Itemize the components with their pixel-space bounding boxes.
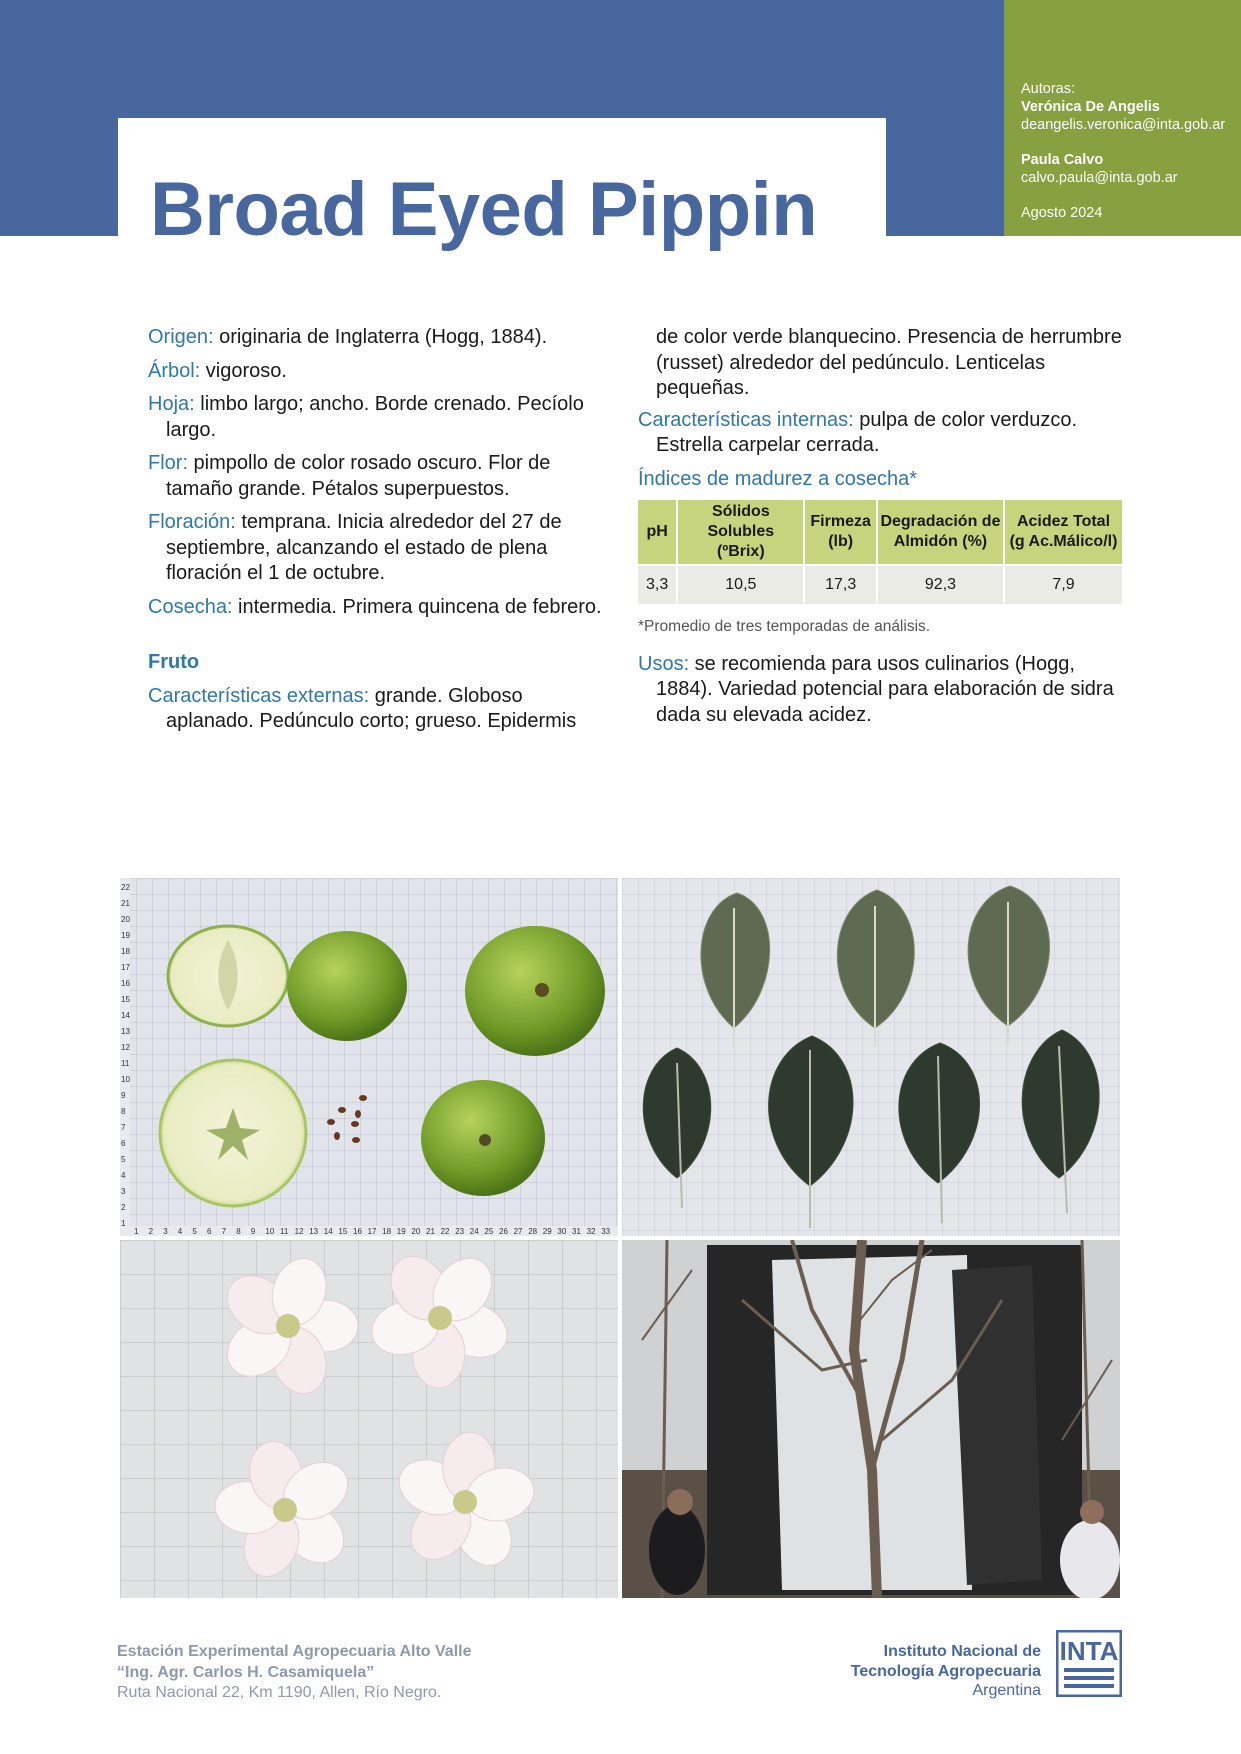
- logo-text: INTA: [1059, 1636, 1119, 1666]
- ruler-tick-label: 3: [163, 1227, 168, 1236]
- th-degradacion: Degradación de Almidón (%): [878, 500, 1003, 564]
- flor-text: pimpollo de color rosado oscuro. Flor de tamaño grande. Pétalos superpuestos.: [166, 452, 551, 500]
- ruler-tick-label: 18: [382, 1227, 392, 1236]
- ruler-tick-label: 31: [572, 1227, 581, 1236]
- origen-label: Origen:: [148, 326, 214, 348]
- ext-entry: [148, 684, 608, 735]
- ruler-tick-label: 15: [338, 1227, 348, 1236]
- ruler-tick-label: 6: [207, 1227, 212, 1236]
- right-column: [638, 325, 1128, 736]
- fruto-heading: Fruto: [148, 651, 200, 673]
- td-solidos: 10,5: [678, 564, 803, 604]
- ruler-tick-label: 20: [121, 915, 130, 924]
- ruler-tick-label: 9: [250, 1227, 256, 1236]
- hoja-label: Hoja:: [148, 393, 195, 415]
- tree-photo-image: [622, 1240, 1120, 1598]
- table-row: [638, 564, 1122, 604]
- ruler-tick-label: 26: [499, 1227, 508, 1236]
- ruler-tick-label: 18: [121, 947, 130, 956]
- ruler-tick-label: 21: [121, 899, 130, 908]
- ruler-tick-label: 22: [121, 883, 130, 892]
- td-degradacion: 92,3: [878, 564, 1003, 604]
- cosecha-label: Cosecha:: [148, 595, 233, 618]
- ruler-tick-label: 16: [353, 1227, 362, 1236]
- ruler-tick-label: 30: [557, 1227, 567, 1236]
- arbol-entry: [148, 359, 608, 385]
- ruler-tick-label: 13: [121, 1027, 130, 1036]
- table-title: Índices de madurez a cosecha*: [638, 467, 918, 490]
- td-firmeza: 17,3: [805, 564, 876, 604]
- fruit-photo-image: [120, 878, 618, 1236]
- ruler-tick-label: 2: [121, 1203, 126, 1212]
- ruler-tick-label: 12: [121, 1043, 130, 1052]
- ruler-tick-label: 4: [121, 1171, 126, 1180]
- hoja-entry: [148, 392, 608, 443]
- ruler-tick-label: 28: [528, 1227, 538, 1236]
- ruler-tick-label: 19: [121, 931, 130, 940]
- origen-text: originaria de Inglaterra (Hogg, 1884).: [213, 326, 548, 348]
- ruler-tick-label: 12: [294, 1227, 304, 1236]
- station-location: Ruta Nacional 22, Km 1190, Allen, Río Negro.: [117, 1684, 442, 1701]
- station-honoree: “Ing. Agr. Carlos H. Casamiquela”: [117, 1663, 375, 1681]
- ruler-tick-label: 8: [121, 1107, 126, 1116]
- ruler-tick-label: 9: [121, 1091, 126, 1100]
- usos-label: Usos:: [638, 652, 690, 675]
- tree-photo: [622, 1240, 1120, 1598]
- authors-label: Autoras:: [1021, 81, 1075, 97]
- usos-entry: [638, 652, 1128, 729]
- left-column: [148, 325, 608, 743]
- floracion-text: temprana. Inicia alrededor del 27 de septiembre, alcanzando el estado de plena floración el 1 de octubre.: [166, 511, 562, 584]
- ruler-tick-label: 11: [121, 1059, 130, 1068]
- flowers-photo-image: [120, 1240, 618, 1598]
- hoja-text: limbo largo; ancho. Borde crenado. Pecíolo largo.: [166, 393, 584, 441]
- th-acidez: Acidez Total (g Ac.Málico/l): [1005, 500, 1122, 564]
- ruler-tick-label: 1: [134, 1227, 139, 1236]
- ruler-tick-label: 32: [586, 1227, 596, 1236]
- td-ph: 3,3: [638, 564, 676, 604]
- ruler-tick-label: 20: [411, 1227, 421, 1236]
- institution-line2: Tecnología Agropecuaria: [850, 1662, 1041, 1680]
- int-text: pulpa de color verduzco. Estrella carpelar cerrada.: [656, 408, 1078, 456]
- inta-logo-icon: [1056, 1630, 1122, 1697]
- ruler-tick-label: 6: [121, 1139, 126, 1148]
- ruler-tick-label: 21: [426, 1227, 435, 1236]
- leaves-photo-image: [622, 878, 1120, 1236]
- ruler-tick-label: 29: [542, 1227, 552, 1236]
- institution-line1: Instituto Nacional de: [883, 1643, 1041, 1660]
- ruler-tick-label: 16: [121, 979, 130, 988]
- flor-entry: [148, 451, 608, 502]
- ruler-tick-label: 15: [121, 995, 130, 1004]
- cosecha-entry: [148, 595, 608, 621]
- author1-email[interactable]: deangelis.veronica@inta.gob.ar: [1021, 117, 1226, 133]
- flowers-photo: [120, 1240, 618, 1598]
- ruler-tick-label: 14: [323, 1227, 333, 1236]
- origen-entry: [148, 325, 608, 351]
- th-ph: pH: [638, 500, 676, 564]
- maturity-table: [636, 500, 1124, 604]
- author1-name: Verónica De Angelis: [1021, 99, 1160, 115]
- ruler-tick-label: 17: [367, 1227, 377, 1236]
- ruler-tick-label: 27: [513, 1227, 523, 1236]
- ruler-tick-label: 25: [484, 1227, 494, 1236]
- authors-panel: [1004, 0, 1241, 236]
- ruler-tick-label: 5: [121, 1155, 126, 1164]
- institution-country: Argentina: [972, 1682, 1041, 1699]
- arbol-label: Árbol:: [148, 359, 201, 382]
- flor-label: Flor:: [148, 452, 188, 474]
- table-note: *Promedio de tres temporadas de análisis.: [638, 618, 931, 635]
- ruler-tick-label: 11: [280, 1227, 289, 1236]
- table-header-row: [638, 500, 1122, 564]
- cosecha-text: intermedia. Primera quincena de febrero.: [232, 595, 602, 618]
- ruler-tick-label: 23: [455, 1227, 465, 1236]
- ruler-tick-label: 17: [121, 963, 130, 972]
- ruler-tick-label: 33: [601, 1227, 611, 1236]
- ruler-tick-label: 24: [469, 1227, 479, 1236]
- arbol-text: vigoroso.: [200, 359, 287, 382]
- ruler-tick-label: 19: [396, 1227, 406, 1236]
- publication-date: Agosto 2024: [1021, 205, 1103, 221]
- page-title: Broad Eyed Pippin: [150, 167, 818, 252]
- ruler-tick-label: 8: [236, 1227, 241, 1236]
- leaves-photo: [622, 878, 1120, 1236]
- author2-name: Paula Calvo: [1021, 152, 1104, 168]
- author2-email[interactable]: calvo.paula@inta.gob.ar: [1021, 170, 1178, 186]
- ruler-tick-label: 22: [440, 1227, 450, 1236]
- ruler-tick-label: 10: [265, 1227, 275, 1236]
- ruler-tick-label: 4: [177, 1227, 183, 1236]
- ruler-tick-label: 7: [121, 1123, 126, 1132]
- photo-grid: [120, 878, 1120, 1598]
- station-address: [117, 1642, 471, 1704]
- ruler-tick-label: 5: [192, 1227, 197, 1236]
- ext-label: Características externas:: [148, 684, 370, 707]
- td-acidez: 7,9: [1005, 564, 1122, 604]
- ext-text: grande. Globoso aplanado. Pedúnculo corto; grueso. Epidermis: [166, 684, 577, 732]
- station-name: Estación Experimental Agropecuaria Alto Valle: [117, 1643, 472, 1660]
- ruler-tick-label: 3: [121, 1187, 126, 1196]
- fruit-photo: [120, 878, 618, 1236]
- floracion-entry: [148, 510, 608, 587]
- int-label: Características internas:: [638, 408, 854, 431]
- ruler-tick-label: 7: [221, 1227, 227, 1236]
- ext-continuation: de color verde blanquecino. Presencia de herrumbre (russet) alrededor del pedúnculo. Lenticelas pequeñas.: [656, 326, 1122, 399]
- th-solidos: Sólidos Solubles (ºBrix): [678, 500, 803, 564]
- ruler-tick-label: 10: [121, 1075, 130, 1084]
- institution-name: [851, 1642, 1041, 1701]
- int-entry: [638, 408, 1128, 459]
- ruler-tick-label: 13: [309, 1227, 319, 1236]
- usos-text: se recomienda para usos culinarios (Hogg, 1884). Variedad potencial para elaboración de sidra dada su elevada acidez.: [656, 652, 1114, 726]
- ruler-tick-label: 14: [121, 1011, 130, 1020]
- ruler-tick-label: 1: [121, 1219, 126, 1228]
- ruler-tick-label: 2: [148, 1227, 154, 1236]
- floracion-label: Floración:: [148, 511, 236, 533]
- th-firmeza: Firmeza (lb): [805, 500, 876, 564]
